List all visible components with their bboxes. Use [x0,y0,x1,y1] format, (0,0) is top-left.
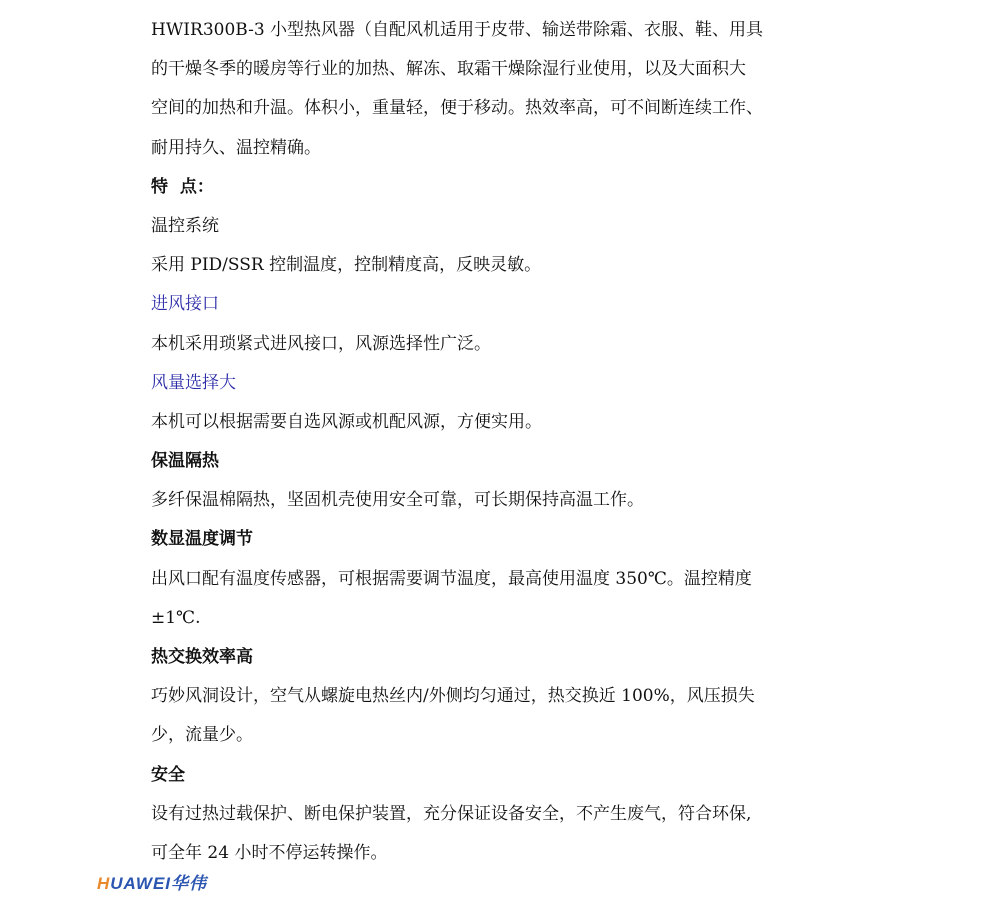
features-heading: 特 点： [151,176,214,197]
logo-letter-h: H [97,874,111,893]
feature-title: 进风接口 [151,294,219,315]
feature-description-line: 多纤保温棉隔热，坚固机壳使用安全可靠，可长期保持高温工作。 [151,490,644,511]
feature-section [151,364,851,442]
feature-section [151,442,851,520]
document-body [151,11,851,873]
feature-description-line: 少，流量少。 [151,725,253,746]
feature-description-line: 本机可以根据需要自选风源或机配风源，方便实用。 [151,411,542,432]
feature-description-line: 可全年 24 小时不停运转操作。 [151,842,388,863]
feature-section [151,520,851,638]
feature-description-line: 本机采用琐紧式进风接口，风源选择性广泛。 [151,333,491,354]
intro-line: 空间的加热和升温。体积小，重量轻，便于移动。热效率高，可不间断连续工作、 [151,98,763,119]
feature-section [151,756,851,874]
logo-text: UAWEI华伟 [110,874,208,893]
feature-sections [151,207,851,873]
intro-line: 耐用持久、温控精确。 [151,137,321,158]
feature-title: 风量选择大 [151,372,236,393]
feature-title: 数显温度调节 [151,529,253,550]
feature-description-line: 设有过热过载保护、断电保护装置，充分保证设备安全，不产生废气，符合环保, [151,803,752,824]
feature-title: 温控系统 [151,215,219,236]
feature-title: 保温隔热 [151,451,219,472]
feature-section [151,207,851,285]
feature-description-line: 采用 PID/SSR 控制温度，控制精度高，反映灵敏。 [151,255,542,276]
feature-title: 安全 [151,764,185,785]
feature-section [151,638,851,756]
feature-description-line: ±1℃. [151,607,201,628]
intro-line: HWIR300B-3 小型热风器（自配风机适用于皮带、输送带除霜、衣服、鞋、用具 [151,20,764,40]
feature-description-line: 出风口配有温度传感器，可根据需要调节温度，最高使用温度 350℃。温控精度 [151,568,752,589]
feature-description-line: 巧妙风洞设计，空气从螺旋电热丝内/外侧均匀通过，热交换近 100%，风压损失 [151,686,755,707]
intro-paragraph [151,11,851,168]
huawei-logo [97,869,207,894]
intro-line: 的干燥冬季的暖房等行业的加热、解冻、取霜干燥除湿行业使用，以及大面积大 [151,59,746,80]
feature-title: 热交换效率高 [151,647,253,667]
feature-section [151,285,851,363]
